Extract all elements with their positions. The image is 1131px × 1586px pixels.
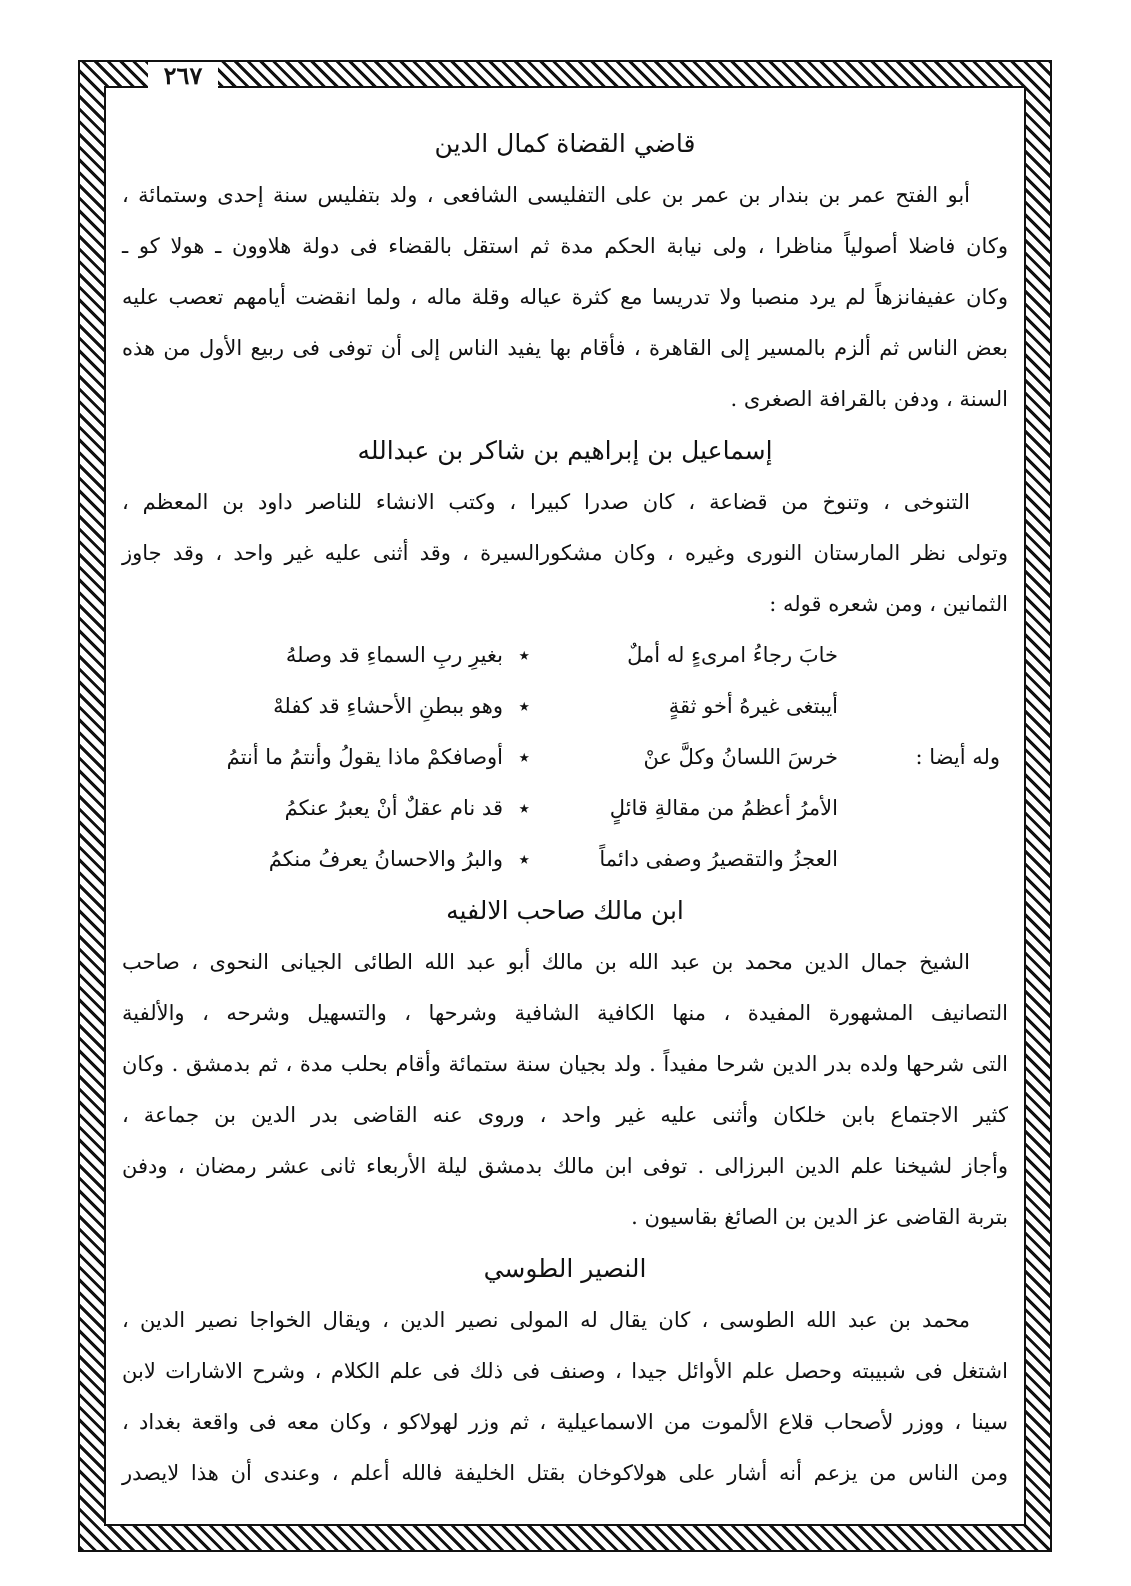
text-line: محمد بن عبد الله الطوسى ، كان يقال له المولى نصير الدين ، ويقال الخواجا نصير الدين ، [122, 1308, 970, 1332]
section-heading: النصير الطوسي [483, 1254, 647, 1283]
text-line: وكان فاضلا أصولياً مناظرا ، ولى نيابة الحكم مدة ثم استقل بالقضاء فى دولة هلاوون ـ هولا كو ـ [122, 234, 1008, 258]
verse-second-hemistich: قد نام عقلٌ أنْ يعبرُ عنكمُ [284, 796, 503, 820]
section-heading: قاضي القضاة كمال الدين [434, 129, 696, 158]
text-line: الشيخ جمال الدين محمد بن عبد الله بن مالك أبو عبد الله الطائى الجيانى النحوى ، صاحب [122, 950, 970, 974]
verse-second-hemistich: بغيرِ ربِ السماءِ قد وصلهُ [285, 643, 503, 667]
text-line: وكان عفيفانزهاً لم يرد منصبا ولا تدريسا مع كثرة عياله وقلة ماله ، ولما انقضت أيامهم تعصب عليه [122, 285, 1008, 309]
verse-second-hemistich: وهو ببطنِ الأحشاءِ قد كفلهْ [273, 694, 503, 718]
section-body [122, 170, 1008, 425]
poem-verse [122, 732, 1008, 783]
page-content [122, 118, 1008, 1518]
poem-verse [122, 681, 1008, 732]
text-line: السنة ، ودفن بالقرافة الصغرى . [730, 387, 1008, 411]
verse-first-hemistich: العجزُ والتقصيرُ وصفى دائماً [599, 847, 838, 871]
section-body [122, 937, 1008, 1243]
text-line: كثير الاجتماع بابن خلكان وأثنى عليه غير واحد ، وروى عنه القاضى بدر الدين بن جماعة ، [122, 1103, 1008, 1127]
text-line: بعض الناس ثم ألزم بالمسير إلى القاهرة ، فأقام بها يفيد الناس إلى أن توفى فى ربيع الأول من هذه [122, 336, 1008, 360]
verse-second-hemistich: والبرُ والاحسانُ يعرفُ منكمُ [268, 847, 503, 871]
text-line: التصانيف المشهورة المفيدة ، منها الكافية الشافية وشرحها ، والتسهيل وشرحه ، والألفية [122, 1001, 1008, 1025]
verse-second-hemistich: أوصافكمْ ماذا يقولُ وأنتمُ ما أنتمُ [226, 745, 503, 769]
poem-verse [122, 630, 1008, 681]
verse-first-hemistich: خابَ رجاءُ امرىءٍ له أملٌ [627, 643, 838, 667]
text-line: ومن الناس من يزعم أنه أشار على هولاكوخان بقتل الخليفة فالله أعلم ، وعندى أن هذا لايصدر [122, 1461, 1008, 1485]
text-line: أبو الفتح عمر بن بندار بن عمر بن على التفليسى الشافعى ، ولد بتفليس سنة إحدى وستمائة ، [122, 183, 970, 207]
verse-first-hemistich: الأمرُ أعظمُ من مقالةِ قائلٍ [609, 796, 838, 820]
text-line: اشتغل فى شبيبته وحصل علم الأوائل جيدا ، وصنف فى ذلك فى علم الكلام ، وشرح الاشارات لابن [122, 1359, 1008, 1383]
poem [122, 630, 1008, 885]
text-line: سينا ، ووزر لأصحاب قلاع الألموت من الاسماعيلية ، ثم وزر لهولاكو ، وكان معه فى واقعة بغداد ، [122, 1410, 1008, 1434]
verse-lead: وله أيضا : [915, 745, 1000, 769]
poem-verse [122, 834, 1008, 885]
text-line: التنوخى ، وتنوخ من قضاعة ، كان صدرا كبيرا ، وكتب الانشاء للناصر داود بن المعظم ، [122, 490, 970, 514]
section-heading: إسماعيل بن إبراهيم بن شاكر بن عبدالله [357, 436, 773, 465]
verse-separator: ٭ [518, 847, 530, 871]
text-line: الثمانين ، ومن شعره قوله : [769, 592, 1008, 616]
section-body [122, 477, 1008, 630]
verse-separator: ٭ [518, 745, 530, 769]
verse-first-hemistich: أيبتغى غيرهُ أخو ثقةٍ [668, 694, 838, 718]
verse-separator: ٭ [518, 643, 530, 667]
poem-verse [122, 783, 1008, 834]
text-line: بتربة القاضى عز الدين بن الصائغ بقاسيون . [631, 1205, 1008, 1229]
verse-separator: ٭ [518, 796, 530, 820]
text-line: التى شرحها ولده بدر الدين شرحا مفيداً . ولد بجيان سنة ستمائة وأقام بحلب مدة ، ثم بدمشق . وكان [122, 1052, 1008, 1076]
text-line: وأجاز لشيخنا علم الدين البرزالى . توفى ابن مالك بدمشق ليلة الأربعاء ثانى عشر رمضان ، ودفن [122, 1154, 1008, 1178]
text-line: وتولى نظر المارستان النورى وغيره ، وكان مشكورالسيرة ، وقد أثنى عليه غير واحد ، وقد جاوز [122, 541, 1008, 565]
page-number: ٢٦٧ [148, 62, 218, 90]
section-body [122, 1295, 1008, 1499]
section-heading: ابن مالك صاحب الالفيه [446, 896, 684, 925]
verse-first-hemistich: خرسَ اللسانُ وكلَّ عنْ [643, 745, 838, 769]
verse-separator: ٭ [518, 694, 530, 718]
